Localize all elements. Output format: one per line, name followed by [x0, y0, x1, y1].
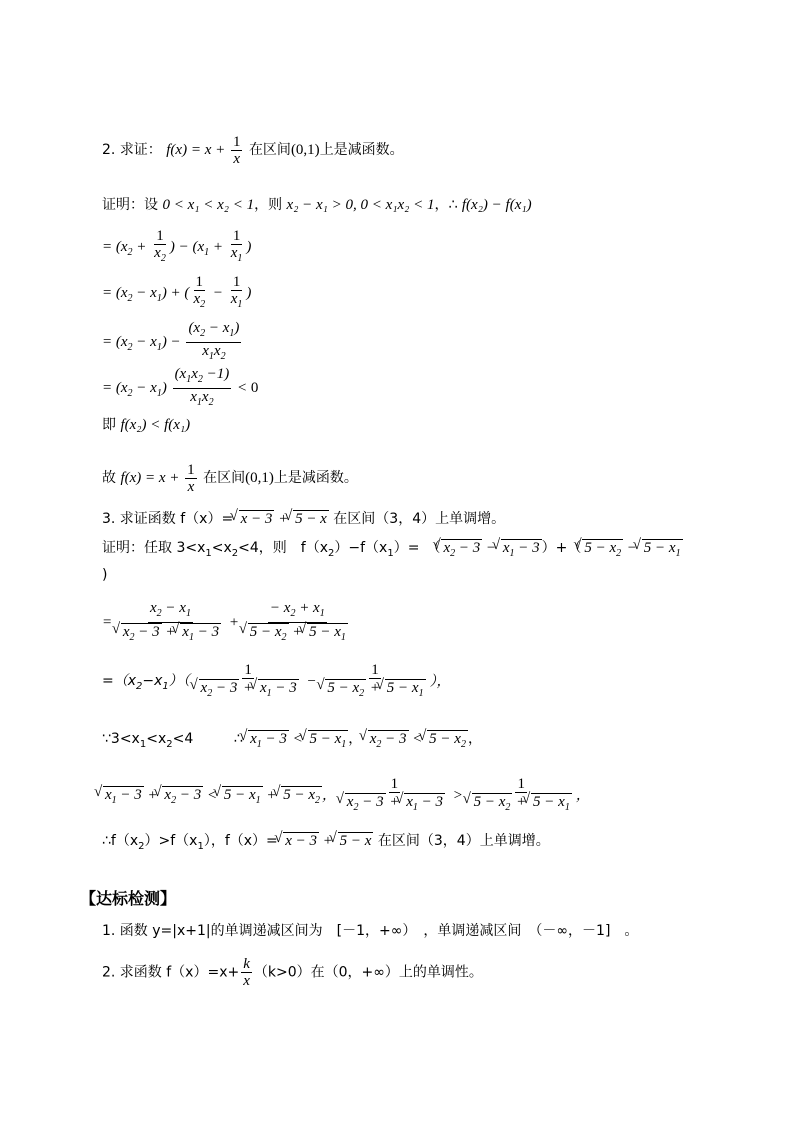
proof-3-paren: )	[102, 567, 108, 583]
proof-3-conclusion: $\therefore f(x_2)>f(x_1)$，f（x）= √ x − 3 + √ 5 − x 在区间（3，4）上单调增。	[102, 830, 794, 852]
question-2: 2. 求函数 f（x）=x+ $\frac{k}{x}$ （k>0）在（0，+∞）上的单调性。	[102, 956, 483, 989]
problem-number: 2.	[102, 141, 116, 158]
proof-3-start: 证明：任取 $3<x_1<x_2<4$，则 $f(x_2)-f(x_1)=$ （√ $x_2 - 3$ − √ $x_1 - 3$ ）+（√ $5 - x_2$ − √ $5 - x_1$	[102, 537, 794, 559]
proof-3-step-2: $=(x_2-x_1)$（ 1 √ $x_2 - 3$ + √ $x_1 - 3$ − 1 √ $5 - x_2$ + √ $5 - x_1$ ），	[102, 662, 794, 702]
problem-2-statement: 2. 求证： f(x) = x + $\frac{1}{x}$ 在区间(0,1)上是减函数。	[102, 134, 404, 167]
section-title: 【达标检测】	[80, 889, 177, 908]
proof-conclusion: 故 f(x) = x + $\frac{1}{x}$ 在区间(0,1)上是减函数。	[102, 462, 358, 495]
proof-inequality: 即 f(x₂) < f(x₁)	[102, 417, 191, 433]
proof-3-step-1: = $x_2 - x_1$ √ $x_2 - 3$ + √ $x_1 - 3$ + − $x_2 + x_1$ √ $5 - x_2$ + √ $5 - x_1$	[102, 600, 794, 646]
function-definition: f(x) = x + $\frac{1}{x}$	[166, 134, 241, 167]
proof-3-comparison: √ $x_1 - 3$ + √ $x_2 - 3$ < √ $5 - x_1$ + √ $5 - x_2$ ， 1 √ $x_2 - 3$ + √ $x_1 - 3$ > 1 √ $5 - x_2$ + √ $5 - x_1$ ，	[102, 776, 794, 816]
proof-step-2: = $(x_2 - x_1)$ + ( $\frac{1}{x_2}$ − $\frac{1}{x_1}$ )	[102, 274, 252, 310]
proof-step-3: = $(x_2 - x_1)$ − $\frac{(x_2 - x_1)}{x_1x_2}$	[102, 320, 240, 362]
prove-label: 求证：	[119, 141, 162, 158]
proof-step-1: = ($x_2$ + $\frac{1}{x_2}$ ) − ($x_1$ + $\frac{1}{x_1}$ )	[102, 228, 252, 264]
proof-step-4: = $(x_2 - x_1)$ $\frac{(x_1x_2 -1)}{x_1x_2}$ < 0	[102, 366, 259, 408]
proof-3-since: $\because 3<x_1<x_2<4$ ∴ √ $x_1 - 3$ < √ $5 - x_1$ ， √ $x_2 - 3$ < √ $5 - x_2$ ，	[102, 728, 794, 750]
proof-setup: 证明：设 0 < x₁ < x₂ < 1，则 x₂ − x₁ > 0, 0 < x₁x₂ < 1，∴ f(x₂) − f(x₁)	[102, 197, 532, 213]
question-1: 1. 函数 y=|x+1|的单调递减区间为 [－1，+∞） ，单调递减区间 （－∞，－1] 。	[102, 923, 639, 939]
problem-3-statement: 3. 求证函数 f（x）= √ x − 3 + √ 5 − x 在区间（3，4）上单调增。	[102, 508, 794, 528]
